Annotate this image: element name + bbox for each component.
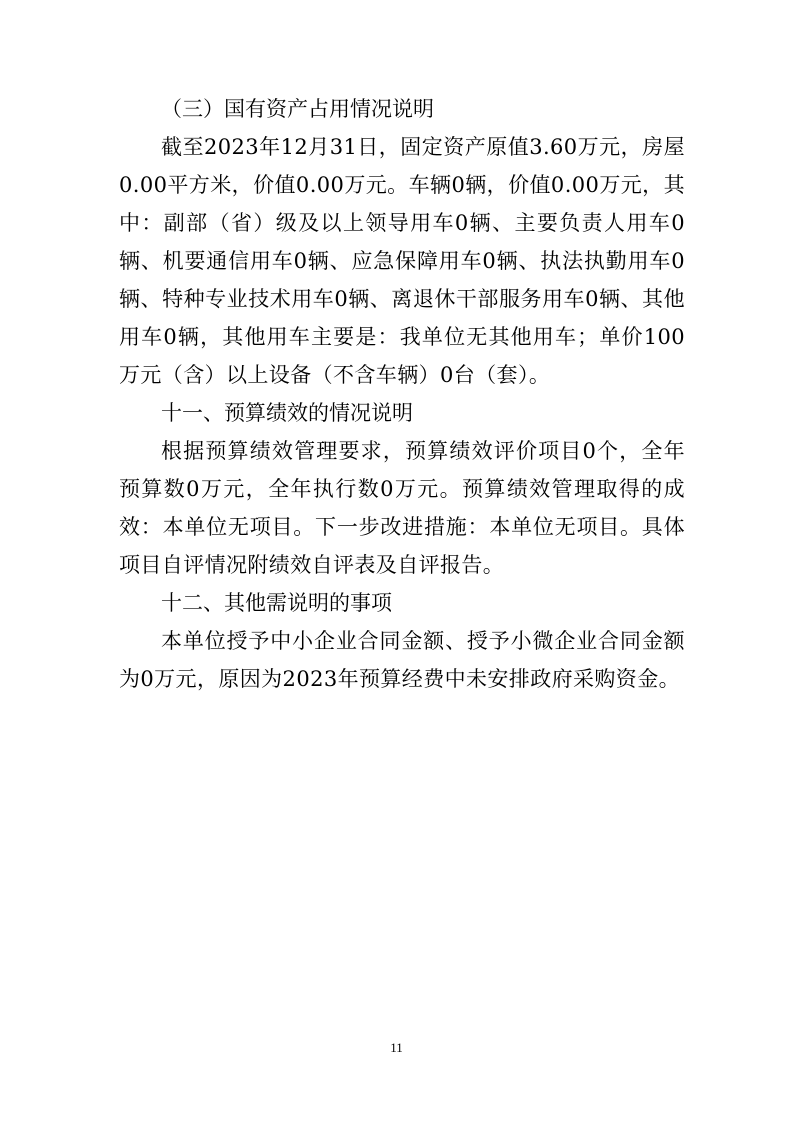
- section-state-assets: [119, 90, 685, 394]
- section-heading: （三）国有资产占用情况说明: [161, 97, 434, 121]
- section-paragraph: 截至2023年12月31日，固定资产原值3.60万元，房屋0.00平方米，价值0.00万元。车辆0辆，价值0.00万元，其中：副部（省）级及以上领导用车0辆、主要负责人用车0辆、机要通信用车0辆、应急保障用车0辆、执法执勤用车0辆、特种专业技术用车0辆、离退休干部服务用车0辆、其他用车0辆，其他用车主要是：我单位无其他用车；单价100万元（含）以上设备（不含车辆）0台（套）。: [119, 135, 685, 387]
- section-paragraph: 本单位授予中小企业合同金额、授予小微企业合同金额为0万元，原因为2023年预算经费中未安排政府采购资金。: [119, 629, 685, 691]
- section-budget-performance: [119, 394, 685, 584]
- section-paragraph: 根据预算绩效管理要求，预算绩效评价项目0个，全年预算数0万元，全年执行数0万元。预算绩效管理取得的成效：本单位无项目。下一步改进措施：本单位无项目。具体项目自评情况附绩效自评表及自评报告。: [119, 439, 685, 577]
- section-other-matters: [119, 584, 685, 698]
- document-body: [119, 90, 685, 698]
- page-number: 11: [390, 1040, 403, 1055]
- section-heading: 十二、其他需说明的事项: [161, 591, 392, 615]
- section-heading: 十一、预算绩效的情况说明: [161, 401, 413, 425]
